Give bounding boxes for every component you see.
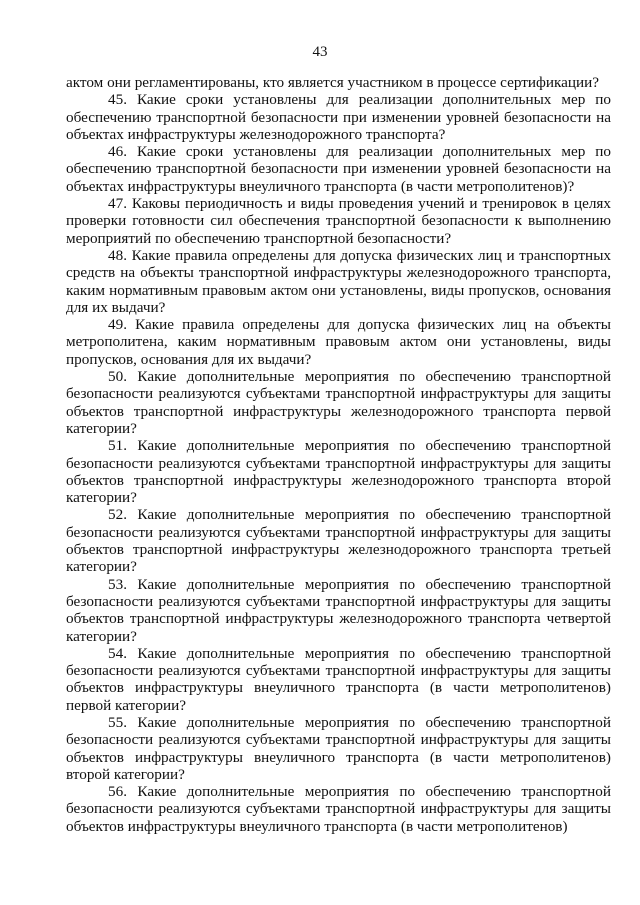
question-56: 56. Какие дополнительные мероприятия по обеспечению транспортной безопасности реализуются субъектами транспортной инфраструктуры для защиты объектов инфраструктуры внеуличного транспорта (в части метрополитенов)	[66, 783, 611, 835]
paragraph-continuation: актом они регламентированы, кто является участником в процессе сертификации?	[66, 74, 599, 91]
question-45: 45. Какие сроки установлены для реализации дополнительных мер по обеспечению транспортной безопасности при изменении уровней безопасности на объектах инфраструктуры железнодорожного транспорта?	[66, 91, 611, 143]
document-body	[66, 74, 611, 835]
question-50: 50. Какие дополнительные мероприятия по обеспечению транспортной безопасности реализуются субъектами транспортной инфраструктуры для защиты объектов транспортной инфраструктуры железнодорожного транспорта первой категории?	[66, 368, 611, 437]
question-51: 51. Какие дополнительные мероприятия по обеспечению транспортной безопасности реализуются субъектами транспортной инфраструктуры для защиты объектов транспортной инфраструктуры железнодорожного транспорта второй категории?	[66, 437, 611, 507]
question-49: 49. Какие правила определены для допуска физических лиц на объекты метрополитена, каким нормативным правовым актом они установлены, виды пропусков, основания для их выдачи?	[66, 316, 611, 368]
question-53: 53. Какие дополнительные мероприятия по обеспечению транспортной безопасности реализуются субъектами транспортной инфраструктуры для защиты объектов транспортной инфраструктуры железнодорожного транспорта четвертой категории?	[66, 575, 611, 645]
question-54: 54. Какие дополнительные мероприятия по обеспечению транспортной безопасности реализуются субъектами транспортной инфраструктуры для защиты объектов инфраструктуры внеуличного транспорта (в части метрополитенов) первой категории?	[66, 644, 611, 714]
question-48: 48. Какие правила определены для допуска физических лиц и транспортных средств на объекты транспортной инфраструктуры железнодорожного транспорта, каким нормативным правовым актом они установлены, виды пропусков, основания для их выдачи?	[66, 246, 611, 316]
question-47: 47. Каковы периодичность и виды проведения учений и тренировок в целях проверки готовности сил обеспечения транспортной безопасности к выполнению мероприятий по обеспечению транспортной безопасности?	[66, 195, 611, 247]
page-number: 43	[312, 44, 328, 60]
question-52: 52. Какие дополнительные мероприятия по обеспечению транспортной безопасности реализуются субъектами транспортной инфраструктуры для защиты объектов транспортной инфраструктуры железнодорожного транспорта третьей категории?	[66, 506, 611, 576]
question-46: 46. Какие сроки установлены для реализации дополнительных мер по обеспечению транспортной безопасности при изменении уровней безопасности на объектах инфраструктуры внеуличного транспорта (в части метрополитенов)?	[66, 143, 611, 195]
question-55: 55. Какие дополнительные мероприятия по обеспечению транспортной безопасности реализуются субъектами транспортной инфраструктуры для защиты объектов инфраструктуры внеуличного транспорта (в части метрополитенов) второй категории?	[66, 713, 611, 783]
